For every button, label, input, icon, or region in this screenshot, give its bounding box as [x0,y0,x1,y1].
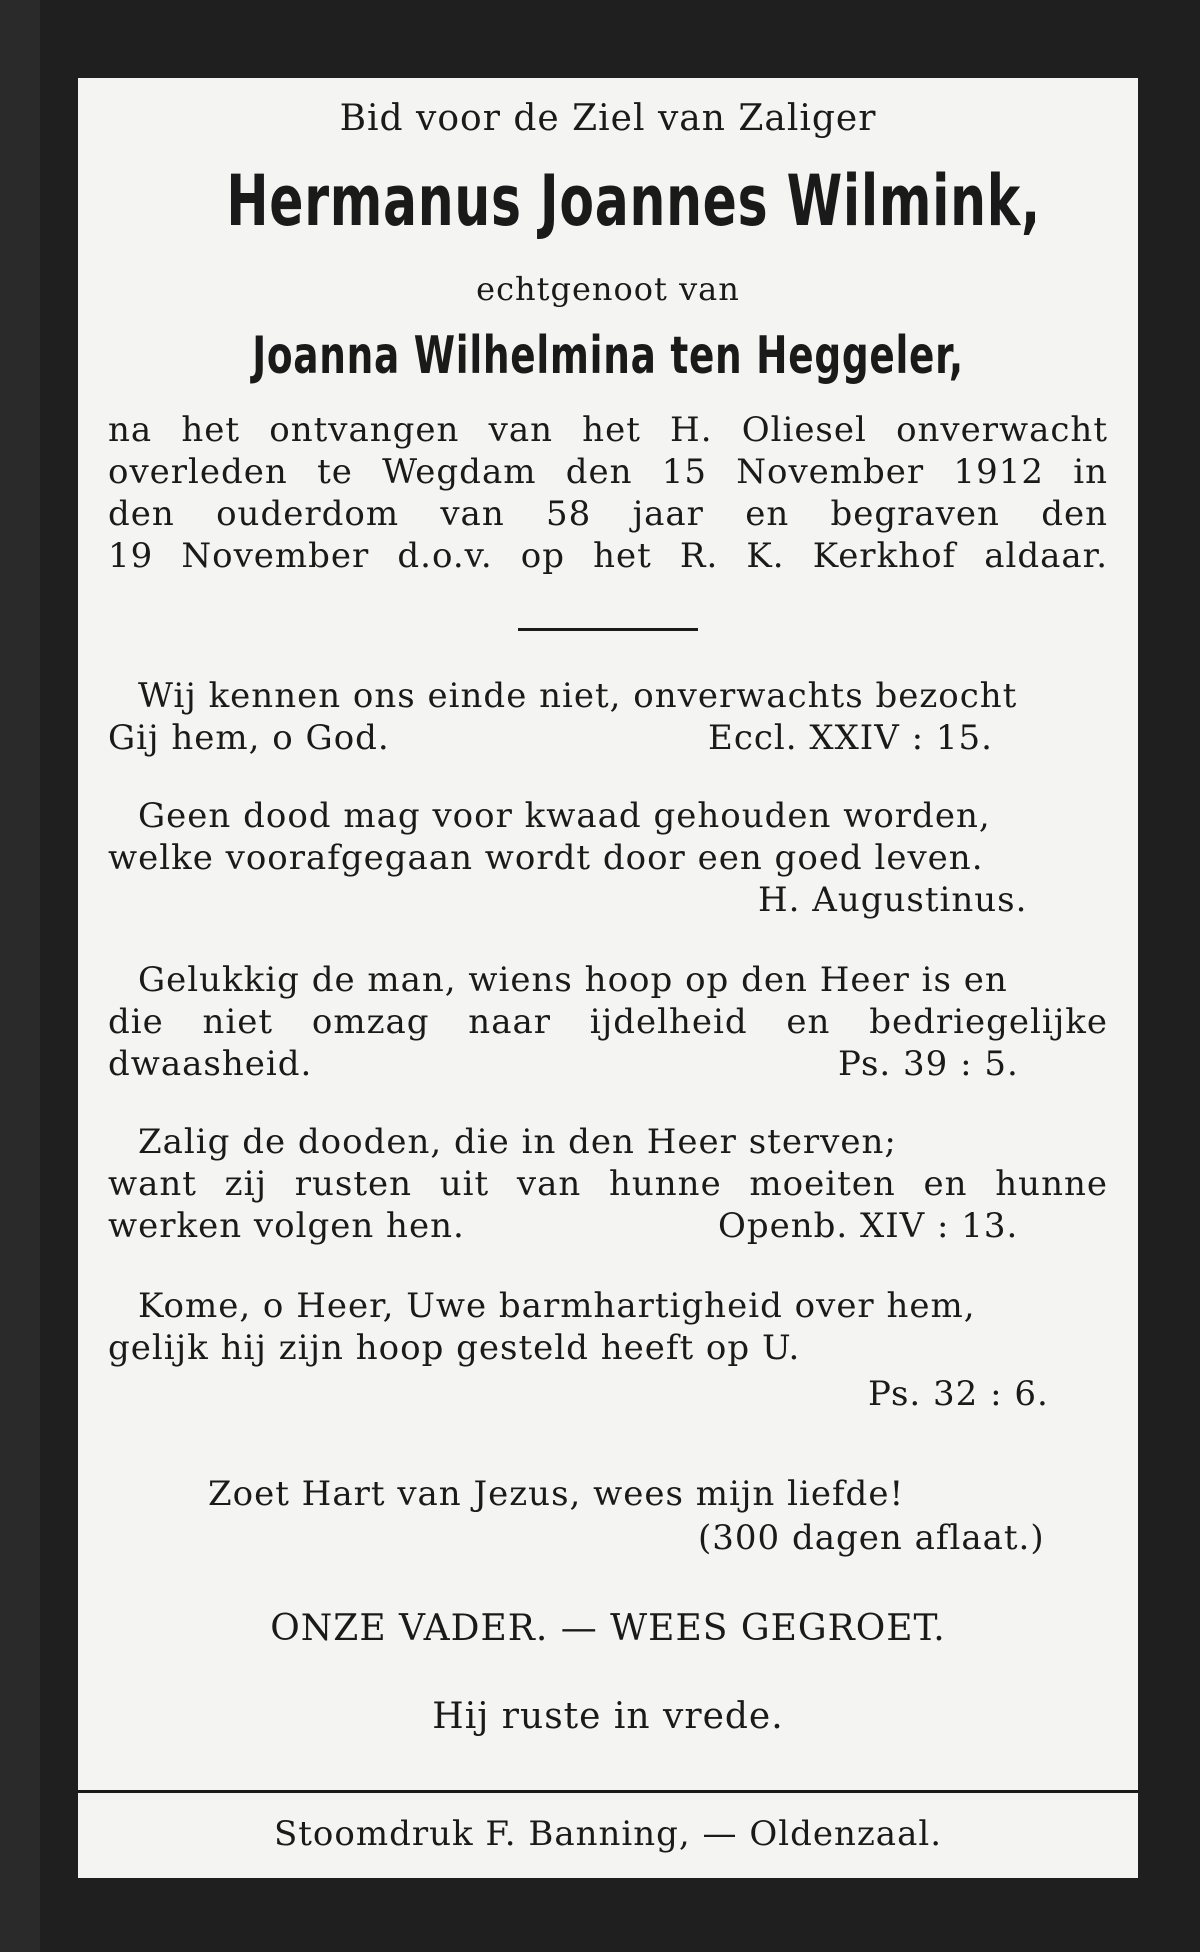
prayers-line: ONZE VADER. — WEES GEGROET. [270,1608,946,1649]
bio-line: den ouderdom van 58 jaar en begraven den [108,494,1108,534]
quote-reference: H. Augustinus. [758,880,1028,920]
quote-reference: Ps. 32 : 6. [868,1374,1049,1414]
bio-line: overleden te Wegdam den 15 November 1912 in [108,452,1108,492]
quote-line: Gij hem, o God. [108,718,390,758]
quote-reference: Openb. XIV : 13. [718,1206,1019,1246]
quote-line: die niet omzag naar ijdelheid en bedriegelijke [108,1002,1108,1042]
card-panel [78,78,1138,1878]
bottom-divider [78,1790,1138,1793]
quote-line: Zoet Hart van Jezus, wees mijn liefde! [208,1474,905,1514]
quote-line: Zalig de dooden, die in den Heer sterven; [138,1122,897,1162]
rest-in-peace-line: Hij ruste in vrede. [432,1696,784,1737]
quote-line: Gelukkig de man, wiens hoop op den Heer is en [138,960,1008,1000]
spouse-name: Joanna Wilhelmina ten Heggeler, [252,326,964,386]
relation-line: echtgenoot van [476,270,740,308]
quote-line: dwaasheid. [108,1044,313,1084]
quote-reference: Eccl. XXIV : 15. [708,718,993,758]
quote-line: want zij rusten uit van hunne moeiten en hunne [108,1164,1108,1204]
intro-line: Bid voor de Ziel van Zaliger [339,98,877,139]
quote-reference: Ps. 39 : 5. [838,1044,1019,1084]
quote-line: (300 dagen aflaat.) [698,1518,1045,1558]
quote-line: Geen dood mag voor kwaad gehouden worden, [138,796,991,836]
quote-line: Kome, o Heer, Uwe barmhartigheid over hem, [138,1286,976,1326]
quote-line: werken volgen hen. [108,1206,465,1246]
short-divider [518,628,698,631]
bio-line: na het ontvangen van het H. Oliesel onverwacht [108,410,1108,450]
quote-line: Wij kennen ons einde niet, onverwachts bezocht [138,676,1018,716]
bio-line: 19 November d.o.v. op het R. K. Kerkhof aldaar. [108,536,1108,576]
quote-line: welke voorafgegaan wordt door een goed leven. [108,838,984,878]
quote-line: gelijk hij zijn hoop gesteld heeft op U. [108,1328,801,1368]
deceased-name: Hermanus Joannes Wilmink, [226,160,1041,242]
printer-line: Stoomdruk F. Banning, — Oldenzaal. [273,1814,943,1854]
